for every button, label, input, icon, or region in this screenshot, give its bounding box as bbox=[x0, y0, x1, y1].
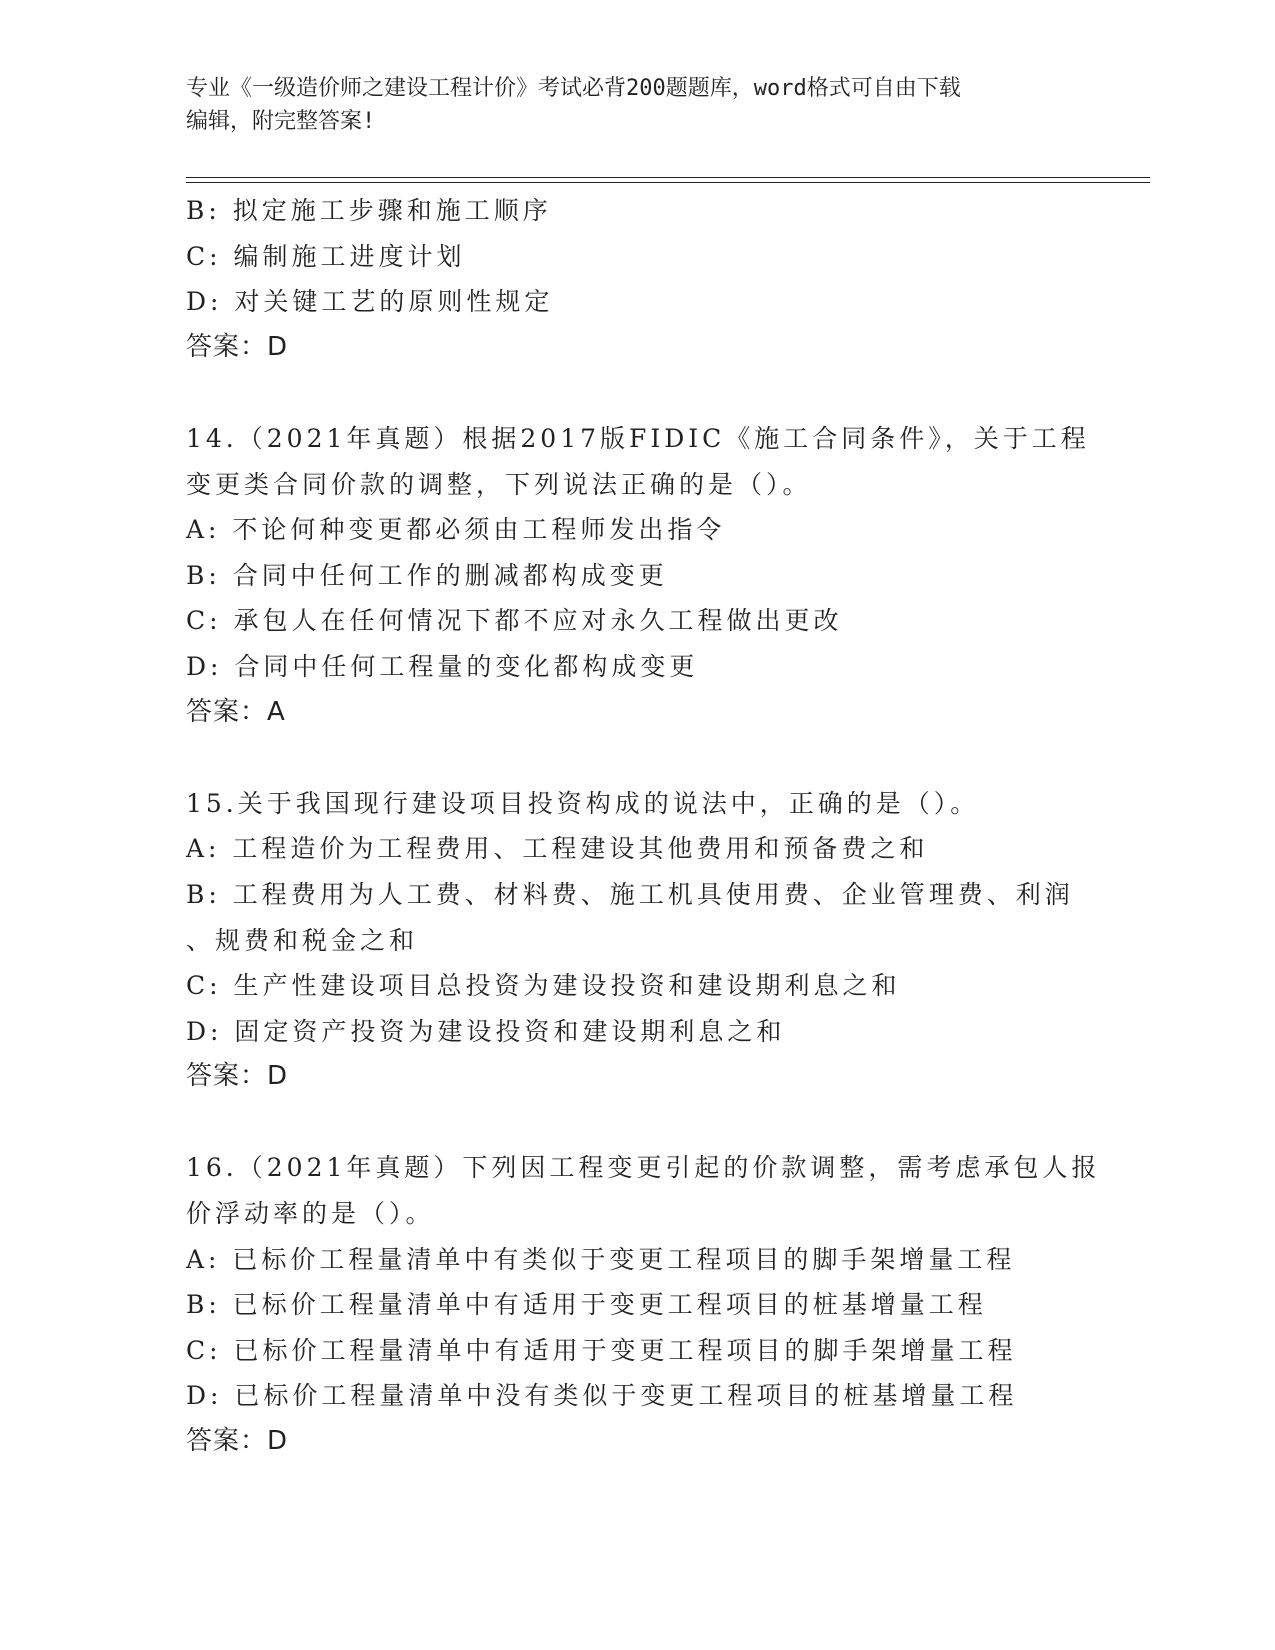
answer-line: 答案：D bbox=[186, 331, 289, 362]
answer-line: 答案：D bbox=[186, 1061, 289, 1092]
option-line: B: 合同中任何工作的删减都构成变更 bbox=[186, 560, 668, 590]
option-line: D: 对关键工艺的原则性规定 bbox=[186, 287, 554, 317]
question-stem-line: 价浮动率的是（）。 bbox=[186, 1199, 435, 1229]
option-line: 、规费和税金之和 bbox=[186, 925, 419, 955]
option-line: B: 已标价工程量清单中有适用于变更工程项目的桩基增量工程 bbox=[186, 1290, 987, 1320]
option-line: B: 拟定施工步骤和施工顺序 bbox=[186, 196, 552, 225]
option-line: A: 已标价工程量清单中有类似于变更工程项目的脚手架增量工程 bbox=[186, 1244, 1016, 1274]
option-line: B: 工程费用为人工费、材料费、施工机具使用费、企业管理费、利润 bbox=[186, 879, 1074, 909]
block-spacer bbox=[186, 735, 1086, 781]
option-line: C: 已标价工程量清单中有适用于变更工程项目的脚手架增量工程 bbox=[186, 1335, 1017, 1365]
answer-line: 答案：A bbox=[186, 696, 286, 727]
option-line: C: 编制施工进度计划 bbox=[186, 241, 466, 271]
option-line: C: 承包人在任何情况下都不应对永久工程做出更改 bbox=[186, 606, 843, 636]
header-line-1: 专业《一级造价师之建设工程计价》考试必背200题题库，word格式可自由下载 bbox=[186, 76, 961, 101]
block-spacer bbox=[186, 370, 1086, 416]
option-line: C: 生产性建设项目总投资为建设投资和建设期利息之和 bbox=[186, 971, 901, 1001]
block-spacer bbox=[186, 1100, 1086, 1146]
option-line: D: 固定资产投资为建设投资和建设期利息之和 bbox=[186, 1016, 786, 1046]
question-list bbox=[186, 188, 1101, 1465]
header-line-2: 编辑，附完整答案! bbox=[186, 109, 376, 134]
question-stem-line: 变更类合同价款的调整，下列说法正确的是（）。 bbox=[186, 469, 812, 499]
header-divider-bottom bbox=[186, 182, 1150, 183]
option-line: D: 合同中任何工程量的变化都构成变更 bbox=[186, 651, 699, 681]
document-header bbox=[186, 72, 1066, 138]
answer-line: 答案：D bbox=[186, 1426, 289, 1457]
question-stem-line: 16.（2021年真题）下列因工程变更引起的价款调整，需考虑承包人报 bbox=[186, 1153, 1101, 1183]
question-stem-line: 15.关于我国现行建设项目投资构成的说法中，正确的是（）。 bbox=[186, 788, 980, 818]
option-line: D: 已标价工程量清单中没有类似于变更工程项目的桩基增量工程 bbox=[186, 1381, 1018, 1411]
question-block bbox=[186, 188, 1086, 370]
question-block bbox=[186, 416, 1090, 735]
question-block bbox=[186, 1145, 1101, 1464]
header-divider-top bbox=[186, 177, 1150, 178]
option-line: A: 不论何种变更都必须由工程师发出指令 bbox=[186, 515, 726, 545]
question-stem-line: 14.（2021年真题）根据2017版FIDIC《施工合同条件》，关于工程 bbox=[186, 423, 1090, 453]
question-block bbox=[186, 781, 1086, 1100]
option-line: A: 工程造价为工程费用、工程建设其他费用和预备费之和 bbox=[186, 834, 929, 864]
